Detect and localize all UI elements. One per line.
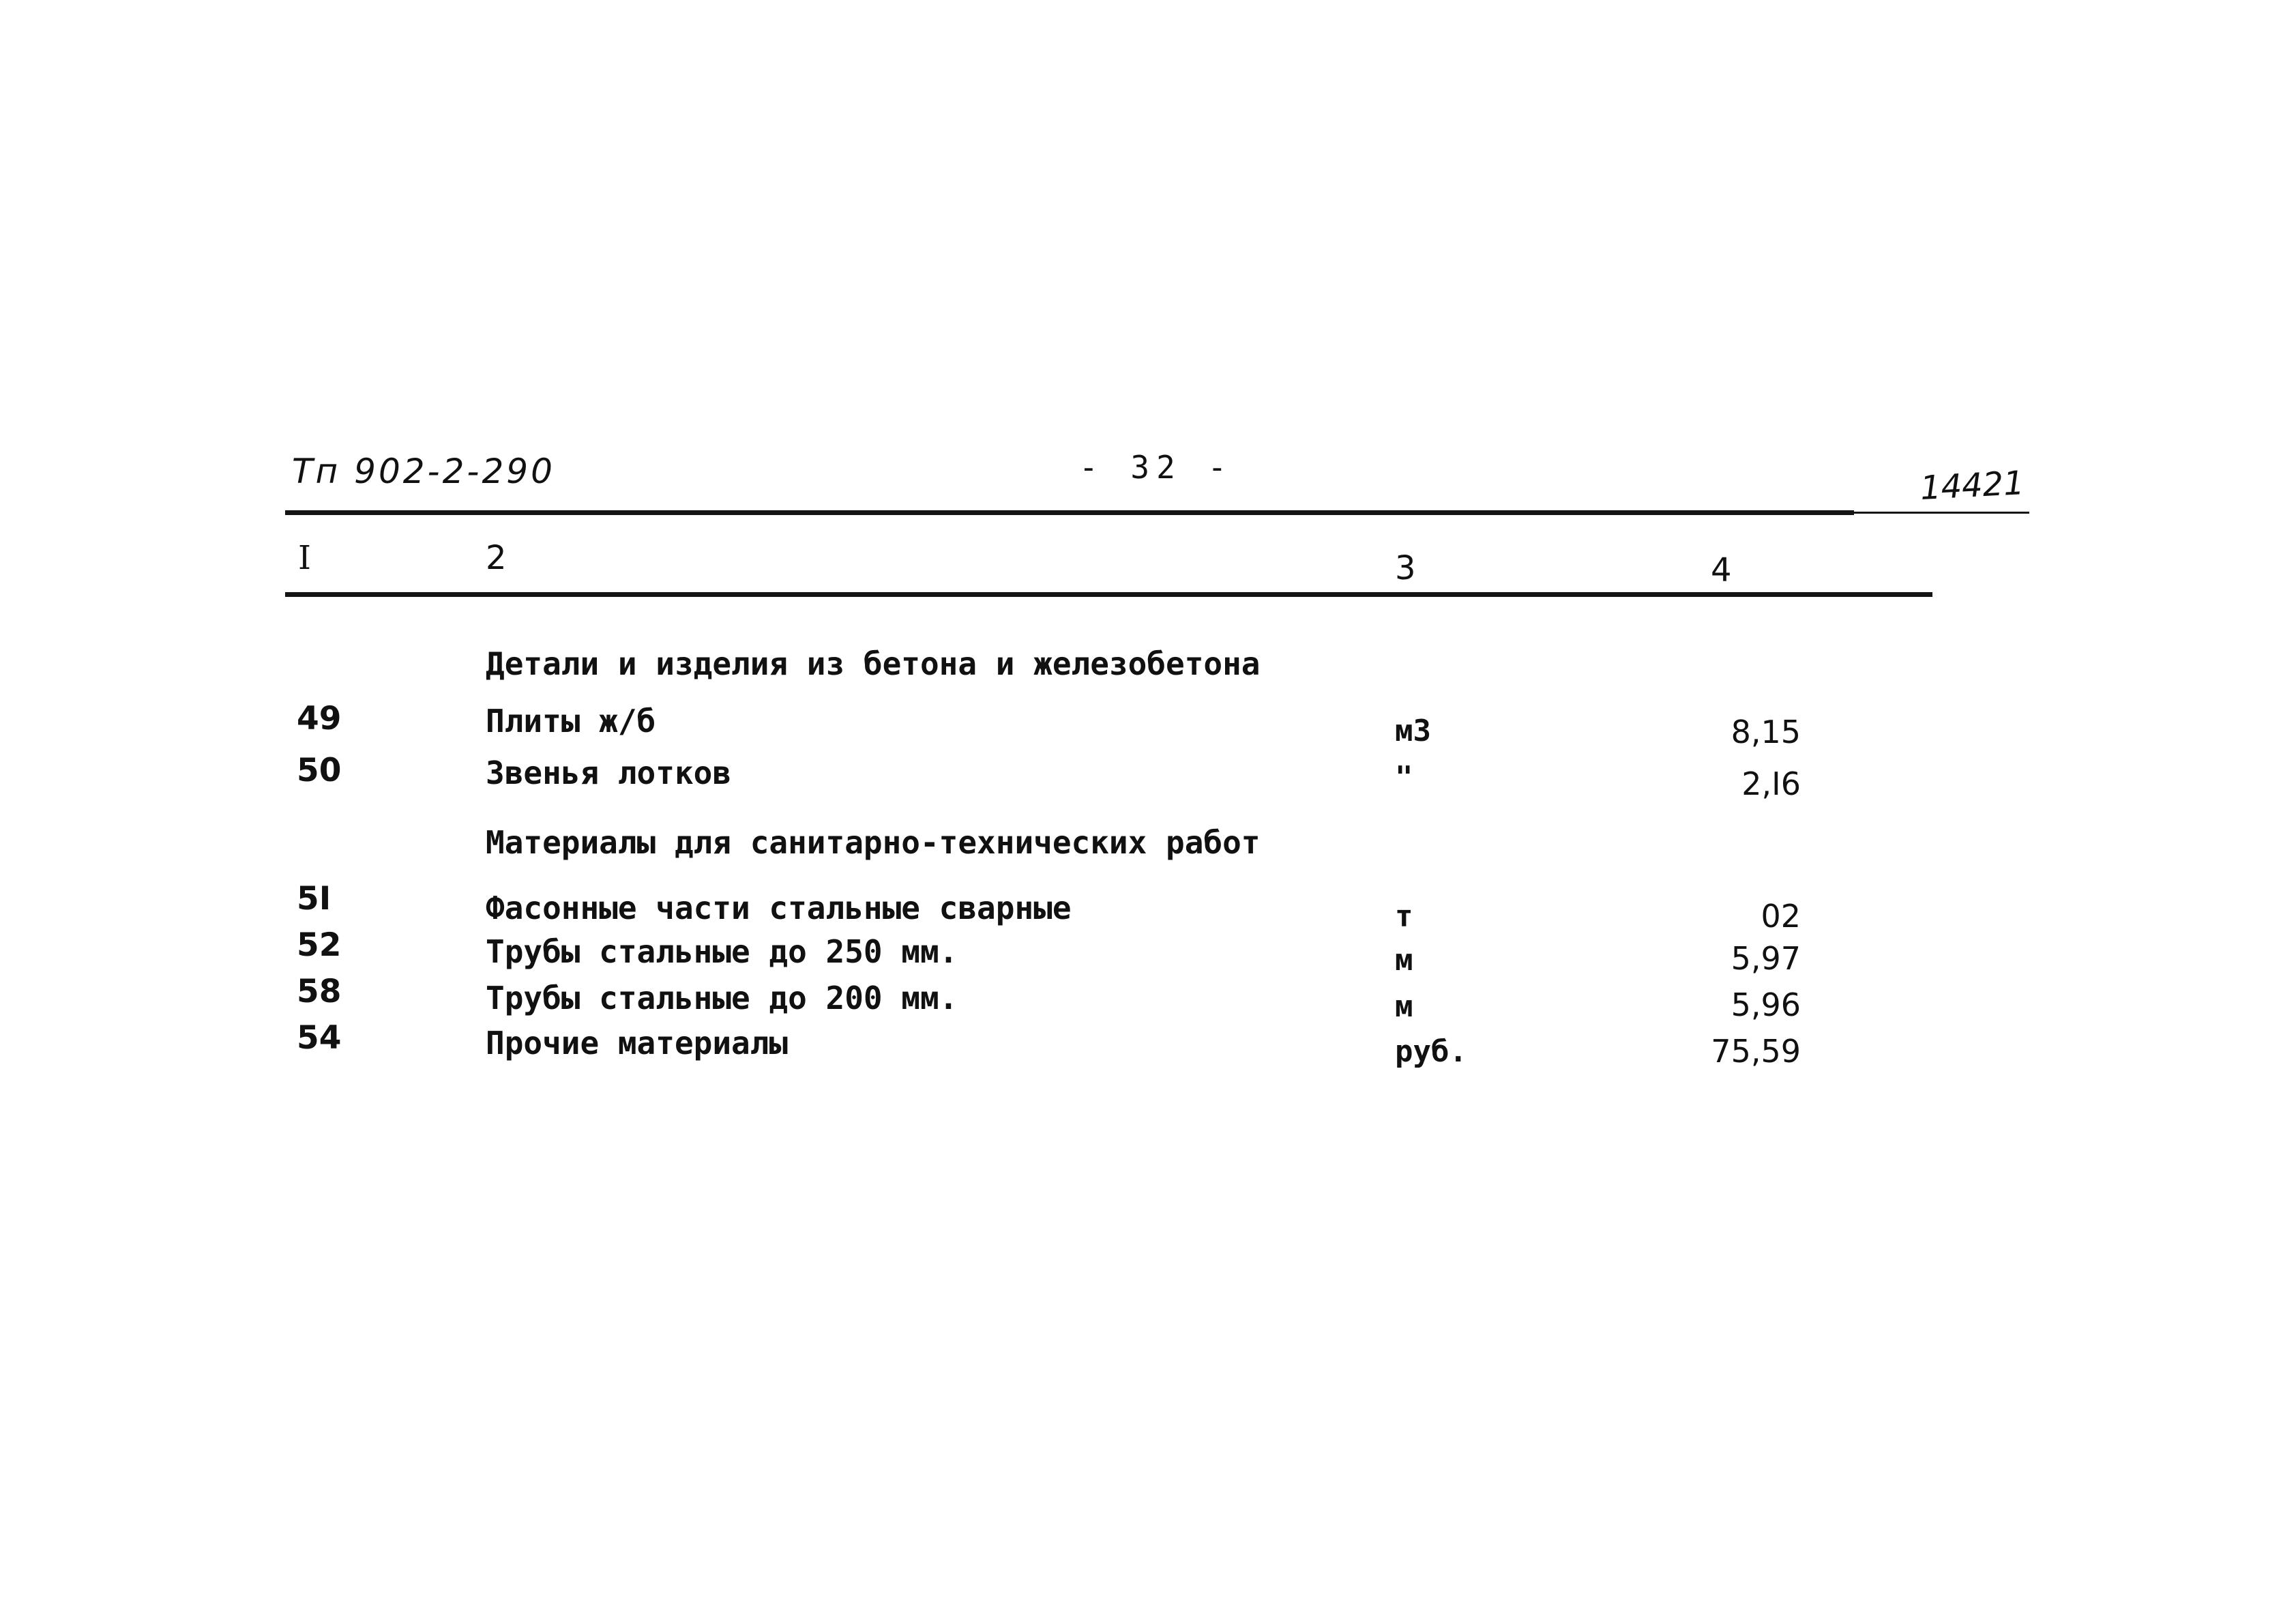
row-number: 54 (297, 1019, 342, 1057)
sheet-number: 14421 (1919, 464, 2026, 508)
row-number: 52 (297, 926, 342, 964)
section-title: Детали и изделия из бетона и железобетона (486, 645, 1261, 682)
document-code: Тп 902-2-290 (292, 452, 555, 491)
row-name: Трубы стальные до 250 мм. (486, 933, 958, 970)
row-name: Фасонные части стальные сварные (486, 890, 1072, 926)
row-number: 49 (297, 700, 342, 737)
row-unit: м (1395, 943, 1413, 978)
row-name: Звенья лотков (486, 754, 732, 791)
row-name: Плиты ж/б (486, 703, 656, 739)
row-name: Прочие материалы (486, 1025, 789, 1061)
column-header-2: 2 (486, 539, 507, 577)
row-value: 5,97 (1731, 940, 1801, 977)
row-unit: м (1395, 989, 1413, 1024)
section-title: Материалы для санитарно-технических работ (486, 824, 1261, 861)
row-unit: т (1395, 899, 1413, 934)
row-value: 75,59 (1711, 1033, 1801, 1070)
row-value: 2,I6 (1741, 765, 1801, 802)
row-name: Трубы стальные до 200 мм. (486, 980, 958, 1016)
column-header-1: I (298, 539, 311, 577)
row-number: 50 (297, 752, 342, 789)
row-number: 5I (297, 880, 332, 918)
row-unit: " (1395, 760, 1413, 795)
row-value: 02 (1761, 898, 1801, 935)
top-rule-extension (1811, 512, 2029, 514)
column-header-4: 4 (1711, 551, 1732, 589)
row-value: 8,15 (1731, 714, 1801, 750)
page-number: - 32 - (1079, 449, 1234, 486)
column-header-3: 3 (1395, 549, 1416, 587)
header-rule (285, 592, 1932, 597)
top-rule (285, 510, 1854, 515)
row-unit: руб. (1395, 1034, 1467, 1069)
row-value: 5,96 (1731, 986, 1801, 1023)
row-unit: м3 (1395, 714, 1431, 748)
row-number: 58 (297, 973, 342, 1010)
